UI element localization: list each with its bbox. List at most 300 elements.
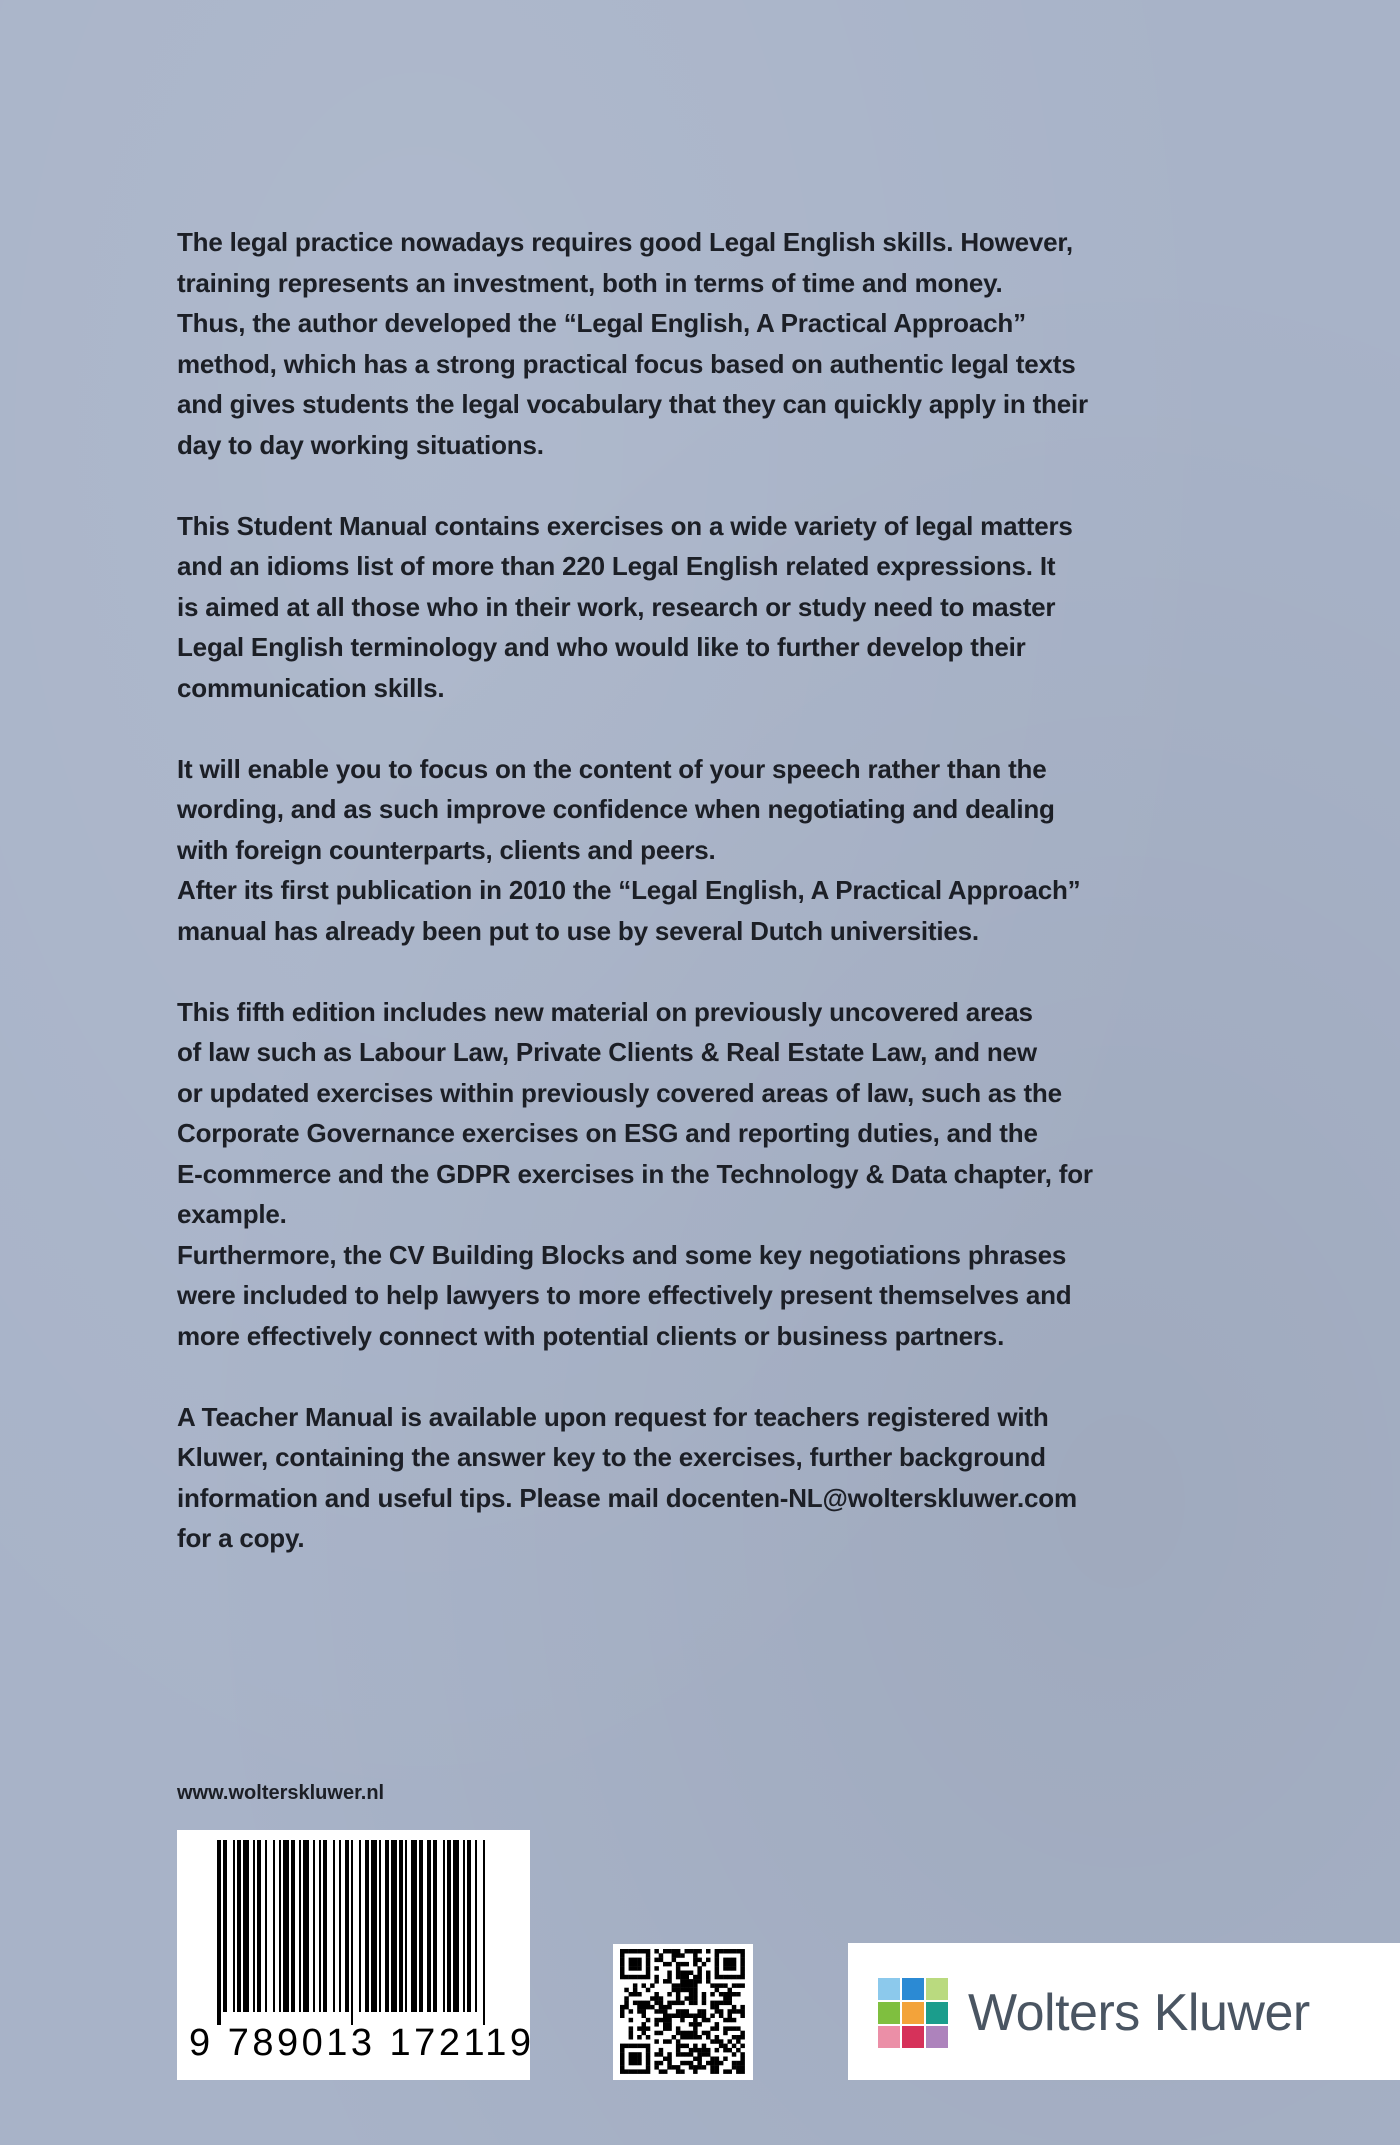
qr-code[interactable] — [613, 1944, 753, 2080]
qr-module — [637, 2044, 642, 2049]
qr-module — [740, 2014, 745, 2019]
qr-module — [629, 1962, 634, 1967]
qr-module — [624, 1975, 629, 1980]
qr-module — [672, 1958, 677, 1963]
qr-module — [723, 1962, 728, 1967]
qr-module — [680, 1979, 685, 1984]
qr-module — [667, 2065, 672, 2070]
qr-module — [736, 2048, 741, 2052]
text-line: information and useful tips. Please mail docenten-NL@wolterskluwer.com — [177, 1482, 1077, 1513]
qr-module — [740, 1953, 745, 1958]
qr-module — [676, 2026, 681, 2031]
qr-module — [637, 2009, 642, 2014]
qr-module — [620, 1975, 625, 1980]
text-line: Furthermore, the CV Building Blocks and some key negotiations phrases — [177, 1239, 1067, 1270]
qr-module — [646, 2035, 651, 2040]
qr-module — [697, 2061, 702, 2066]
qr-module — [633, 1966, 638, 1971]
qr-module — [637, 2057, 642, 2062]
qr-module — [646, 2069, 651, 2074]
qr-module — [620, 1962, 625, 1967]
qr-module — [723, 1975, 728, 1980]
barcode-bar — [483, 1840, 485, 2025]
qr-module — [732, 1983, 737, 1988]
barcode-bar — [419, 1840, 423, 2012]
qr-module — [715, 1949, 720, 1954]
qr-module — [693, 2018, 698, 2023]
qr-module — [702, 1962, 707, 1967]
barcode-bar — [379, 1840, 381, 2012]
qr-module — [637, 1949, 642, 1954]
qr-module — [723, 1966, 728, 1971]
qr-module — [693, 2014, 698, 2019]
qr-module — [680, 1971, 685, 1976]
qr-module — [715, 2022, 720, 2027]
qr-module — [723, 2048, 728, 2052]
paragraph-intro — [177, 222, 1137, 465]
qr-module — [629, 2052, 634, 2057]
qr-module — [732, 2018, 737, 2023]
qr-module — [740, 2005, 745, 2010]
qr-module — [736, 1975, 741, 1980]
qr-module — [646, 2052, 651, 2057]
qr-module — [676, 1962, 681, 1967]
qr-module — [685, 1979, 690, 1984]
barcode-bar — [453, 1840, 459, 2012]
qr-module — [732, 2061, 737, 2066]
qr-module — [689, 2014, 694, 2019]
qr-module — [732, 2026, 737, 2031]
barcode-bar — [365, 1840, 369, 2012]
qr-module — [646, 2057, 651, 2062]
qr-module — [689, 2031, 694, 2036]
qr-module — [685, 2031, 690, 2036]
qr-module — [629, 1975, 634, 1980]
qr-module — [732, 1949, 737, 1954]
qr-module — [659, 2018, 664, 2023]
text-line: of law such as Labour Law, Private Clients & Real Estate Law, and new — [177, 1037, 1037, 1067]
qr-module — [697, 2057, 702, 2062]
qr-module — [693, 2035, 698, 2040]
qr-module — [689, 1983, 694, 1988]
qr-module — [697, 1975, 702, 1980]
qr-module — [646, 1971, 651, 1976]
qr-module — [732, 2035, 737, 2040]
text-line: communication skills. — [177, 672, 445, 703]
barcode-bar — [223, 1840, 227, 2012]
qr-module — [676, 2052, 681, 2057]
qr-module — [732, 1966, 737, 1971]
qr-module — [693, 2044, 698, 2049]
barcode-bar — [427, 1840, 431, 2012]
qr-module — [637, 1958, 642, 1963]
qr-module — [689, 2022, 694, 2027]
qr-module — [706, 1949, 711, 1954]
qr-module — [667, 2052, 672, 2057]
qr-module — [740, 1971, 745, 1976]
qr-module — [672, 1953, 677, 1958]
qr-module — [719, 1992, 724, 1997]
qr-module — [642, 2044, 647, 2049]
qr-module — [719, 1983, 724, 1988]
text-line: Kluwer, containing the answer key to the exercises, further background — [177, 1442, 1046, 1472]
qr-module — [672, 1983, 677, 1988]
qr-module — [706, 1975, 711, 1980]
qr-module — [740, 2035, 745, 2040]
qr-module — [706, 2018, 711, 2023]
qr-module — [642, 2014, 647, 2019]
qr-module — [710, 2005, 715, 2010]
qr-module — [633, 2044, 638, 2049]
qr-module — [710, 2001, 715, 2006]
qr-module — [689, 1992, 694, 1997]
qr-module — [715, 2005, 720, 2010]
qr-module — [624, 2069, 629, 2074]
text-line: wording, and as such improve confidence when negotiating and dealing — [177, 794, 1055, 824]
qr-module — [654, 2052, 659, 2057]
qr-module — [620, 1949, 625, 1954]
barcode-bar — [351, 1840, 353, 2025]
barcode-bar — [273, 1840, 275, 2012]
qr-module — [697, 1958, 702, 1963]
qr-module — [672, 2065, 677, 2070]
qr-module — [706, 2035, 711, 2040]
qr-module — [629, 2031, 634, 2036]
paragraph-publication — [177, 870, 1137, 951]
paragraph-cv-building-blocks — [177, 1235, 1137, 1357]
qr-module — [693, 2065, 698, 2070]
text-line: Legal English terminology and who would like to further develop their — [177, 632, 1026, 662]
qr-module — [642, 2031, 647, 2036]
qr-module — [715, 1971, 720, 1976]
qr-module — [693, 1992, 698, 1997]
qr-module — [728, 1958, 733, 1963]
barcode-bar — [243, 1840, 249, 2012]
qr-module — [633, 2069, 638, 2074]
qr-code-icon — [613, 1944, 753, 2080]
qr-module — [689, 1988, 694, 1993]
qr-module — [728, 2014, 733, 2019]
qr-module — [702, 2009, 707, 2014]
qr-module — [715, 2001, 720, 2006]
qr-module — [728, 2048, 733, 2052]
qr-module — [629, 2061, 634, 2066]
qr-module — [654, 1958, 659, 1963]
barcode-bar — [345, 1840, 349, 2012]
qr-module — [642, 2009, 647, 2014]
qr-module — [723, 2026, 728, 2031]
qr-module — [693, 2026, 698, 2031]
qr-module — [710, 2039, 715, 2044]
qr-module — [620, 1966, 625, 1971]
qr-module — [667, 1979, 672, 1984]
qr-module — [736, 2061, 741, 2066]
text-line: The legal practice nowadays requires good Legal English skills. However, — [177, 227, 1073, 257]
qr-module — [732, 2009, 737, 2014]
qr-module — [659, 2005, 664, 2010]
barcode-bar — [399, 1840, 403, 2012]
qr-module — [663, 1979, 668, 1984]
qr-module — [732, 2005, 737, 2010]
qr-module — [697, 2014, 702, 2019]
qr-module — [624, 2005, 629, 2010]
qr-module — [680, 2052, 685, 2057]
qr-module — [667, 2061, 672, 2066]
qr-module — [646, 2044, 651, 2049]
qr-module — [702, 2052, 707, 2057]
barcode-bar — [333, 1840, 335, 2012]
qr-module — [689, 1971, 694, 1976]
qr-module — [715, 2065, 720, 2070]
barcode-digits: 9 789013 172119 — [189, 2022, 535, 2064]
qr-module — [629, 2018, 634, 2023]
qr-module — [723, 1983, 728, 1988]
qr-module — [723, 2018, 728, 2023]
qr-module — [620, 2057, 625, 2062]
qr-module — [719, 2001, 724, 2006]
barcode-bar — [475, 1840, 477, 2012]
qr-module — [680, 2031, 685, 2036]
text-line: manual has already been put to use by several Dutch universities. — [177, 915, 979, 946]
qr-module — [693, 2001, 698, 2006]
qr-module — [637, 2005, 642, 2010]
text-line: method, which has a strong practical focus based on authentic legal texts — [177, 348, 1076, 379]
qr-module — [740, 2052, 745, 2057]
qr-module — [680, 2018, 685, 2023]
qr-module — [728, 1975, 733, 1980]
barcode-bar — [359, 1840, 361, 2012]
barcode-bar — [447, 1840, 451, 2012]
qr-module — [723, 2001, 728, 2006]
qr-module — [663, 2026, 668, 2031]
qr-module — [693, 2048, 698, 2052]
text-line: example. — [177, 1199, 287, 1229]
qr-module — [715, 2035, 720, 2040]
qr-module — [680, 2069, 685, 2074]
qr-module — [715, 2039, 720, 2044]
qr-module — [719, 2061, 724, 2066]
qr-module — [676, 1988, 681, 1993]
barcode-bar — [433, 1840, 437, 2012]
text-line: This fifth edition includes new material on previously uncovered areas — [177, 996, 1033, 1027]
qr-module — [706, 2052, 711, 2057]
barcode-bar — [323, 1840, 327, 2012]
qr-module — [710, 2026, 715, 2031]
qr-module — [715, 1988, 720, 1993]
qr-module — [728, 1992, 733, 1997]
qr-module — [693, 1953, 698, 1958]
qr-module — [663, 2022, 668, 2027]
qr-module — [732, 2065, 737, 2070]
qr-module — [685, 1962, 690, 1967]
qr-module — [637, 2001, 642, 2006]
qr-module — [676, 2069, 681, 2074]
qr-module — [728, 1966, 733, 1971]
qr-module — [637, 1975, 642, 1980]
qr-module — [697, 1979, 702, 1984]
qr-module — [624, 2044, 629, 2049]
qr-module — [680, 1975, 685, 1980]
qr-module — [633, 1975, 638, 1980]
qr-module — [642, 1949, 647, 1954]
qr-module — [685, 1988, 690, 1993]
qr-module — [629, 2044, 634, 2049]
text-line: E-commerce and the GDPR exercises in the Technology & Data chapter, for — [177, 1158, 1093, 1189]
qr-module — [646, 2061, 651, 2066]
qr-module — [719, 2044, 724, 2049]
qr-module — [685, 2061, 690, 2066]
qr-module — [633, 1988, 638, 1993]
qr-module — [629, 1992, 634, 1997]
text-line: is aimed at all those who in their work, research or study need to master — [177, 591, 1056, 622]
qr-module — [663, 2005, 668, 2010]
paragraph-focus — [177, 749, 1137, 871]
qr-module — [740, 1975, 745, 1980]
qr-module — [672, 1949, 677, 1954]
qr-module — [723, 1996, 728, 2001]
qr-module — [740, 1958, 745, 1963]
qr-module — [702, 1992, 707, 1997]
qr-module — [689, 2035, 694, 2040]
barcode-bar — [467, 1840, 471, 2012]
qr-module — [697, 1971, 702, 1976]
qr-module — [620, 2009, 625, 2014]
qr-module — [736, 2009, 741, 2014]
qr-module — [719, 2014, 724, 2019]
qr-module — [676, 2009, 681, 2014]
qr-module — [663, 2009, 668, 2014]
qr-module — [728, 2026, 733, 2031]
qr-module — [732, 1975, 737, 1980]
barcode-bar — [405, 1840, 407, 2012]
qr-module — [689, 1996, 694, 2001]
qr-module — [676, 1966, 681, 1971]
qr-module — [715, 1966, 720, 1971]
qr-module — [732, 2052, 737, 2057]
barcode-bar — [217, 1840, 221, 2025]
qr-module — [706, 2061, 711, 2066]
barcode-bar — [411, 1840, 417, 2012]
qr-module — [710, 2065, 715, 2070]
qr-module — [740, 2057, 745, 2062]
text-line: Corporate Governance exercises on ESG and reporting duties, and the — [177, 1118, 1038, 1148]
qr-module — [693, 1979, 698, 1984]
qr-module — [715, 2048, 720, 2052]
qr-module — [654, 2031, 659, 2036]
text-line: day to day working situations. — [177, 429, 544, 460]
qr-module — [719, 1975, 724, 1980]
qr-module — [693, 1949, 698, 1954]
qr-module — [667, 1992, 672, 1997]
qr-module — [676, 2044, 681, 2049]
qr-module — [715, 2057, 720, 2062]
text-line: and an idioms list of more than 220 Legal English related expressions. It — [177, 551, 1056, 581]
qr-module — [693, 1975, 698, 1980]
text-line: A Teacher Manual is available upon request for teachers registered with — [177, 1401, 1049, 1432]
qr-module — [663, 1962, 668, 1967]
qr-module — [685, 2014, 690, 2019]
qr-module — [672, 2014, 677, 2019]
text-line: and gives students the legal vocabulary that they can quickly apply in their — [177, 389, 1088, 419]
qr-module — [702, 2048, 707, 2052]
qr-module — [685, 2009, 690, 2014]
qr-module — [654, 2009, 659, 2014]
qr-module — [740, 2044, 745, 2049]
qr-module — [736, 1983, 741, 1988]
qr-module — [740, 1966, 745, 1971]
qr-module — [680, 2035, 685, 2040]
qr-module — [676, 1953, 681, 1958]
website-url[interactable]: www.wolterskluwer.nl — [177, 1782, 385, 1804]
qr-module — [654, 1966, 659, 1971]
qr-module — [680, 1953, 685, 1958]
qr-module — [693, 1962, 698, 1967]
qr-module — [663, 1949, 668, 1954]
qr-module — [654, 2022, 659, 2027]
qr-module — [715, 2069, 720, 2074]
qr-module — [646, 1988, 651, 1993]
qr-module — [672, 2001, 677, 2006]
qr-module — [654, 1996, 659, 2001]
qr-module — [629, 2009, 634, 2014]
qr-module — [697, 1949, 702, 1954]
qr-module — [654, 2065, 659, 2070]
qr-module — [654, 2061, 659, 2066]
qr-module — [706, 1971, 711, 1976]
qr-module — [633, 2052, 638, 2057]
qr-module — [633, 2061, 638, 2066]
qr-module — [702, 2065, 707, 2070]
qr-module — [659, 2069, 664, 2074]
qr-module — [706, 2048, 711, 2052]
qr-module — [710, 1992, 715, 1997]
qr-module — [740, 1983, 745, 1988]
qr-module — [659, 2031, 664, 2036]
qr-module — [685, 2035, 690, 2040]
qr-module — [629, 2057, 634, 2062]
qr-module — [650, 2005, 655, 2010]
qr-module — [637, 2061, 642, 2066]
qr-module — [620, 1971, 625, 1976]
qr-module — [715, 1975, 720, 1980]
qr-module — [736, 2069, 741, 2074]
wolters-kluwer-mark-icon — [878, 1978, 950, 2050]
qr-module — [642, 1975, 647, 1980]
qr-module — [740, 2009, 745, 2014]
qr-module — [740, 2065, 745, 2070]
qr-module — [633, 1983, 638, 1988]
barcode-bar — [443, 1840, 445, 2012]
qr-module — [702, 2031, 707, 2036]
qr-module — [728, 1949, 733, 1954]
qr-module — [629, 1949, 634, 1954]
qr-module — [723, 2069, 728, 2074]
qr-module — [693, 2031, 698, 2036]
qr-module — [693, 1996, 698, 2001]
qr-module — [659, 1953, 664, 1958]
qr-module — [740, 2069, 745, 2074]
qr-module — [723, 1958, 728, 1963]
qr-module — [667, 1975, 672, 1980]
qr-module — [728, 2039, 733, 2044]
qr-module — [736, 2039, 741, 2044]
qr-module — [667, 2039, 672, 2044]
text-line: Thus, the author developed the “Legal English, A Practical Approach” — [177, 308, 1026, 338]
qr-module — [685, 1949, 690, 1954]
qr-module — [710, 2057, 715, 2062]
qr-module — [672, 1988, 677, 1993]
qr-module — [685, 2044, 690, 2049]
